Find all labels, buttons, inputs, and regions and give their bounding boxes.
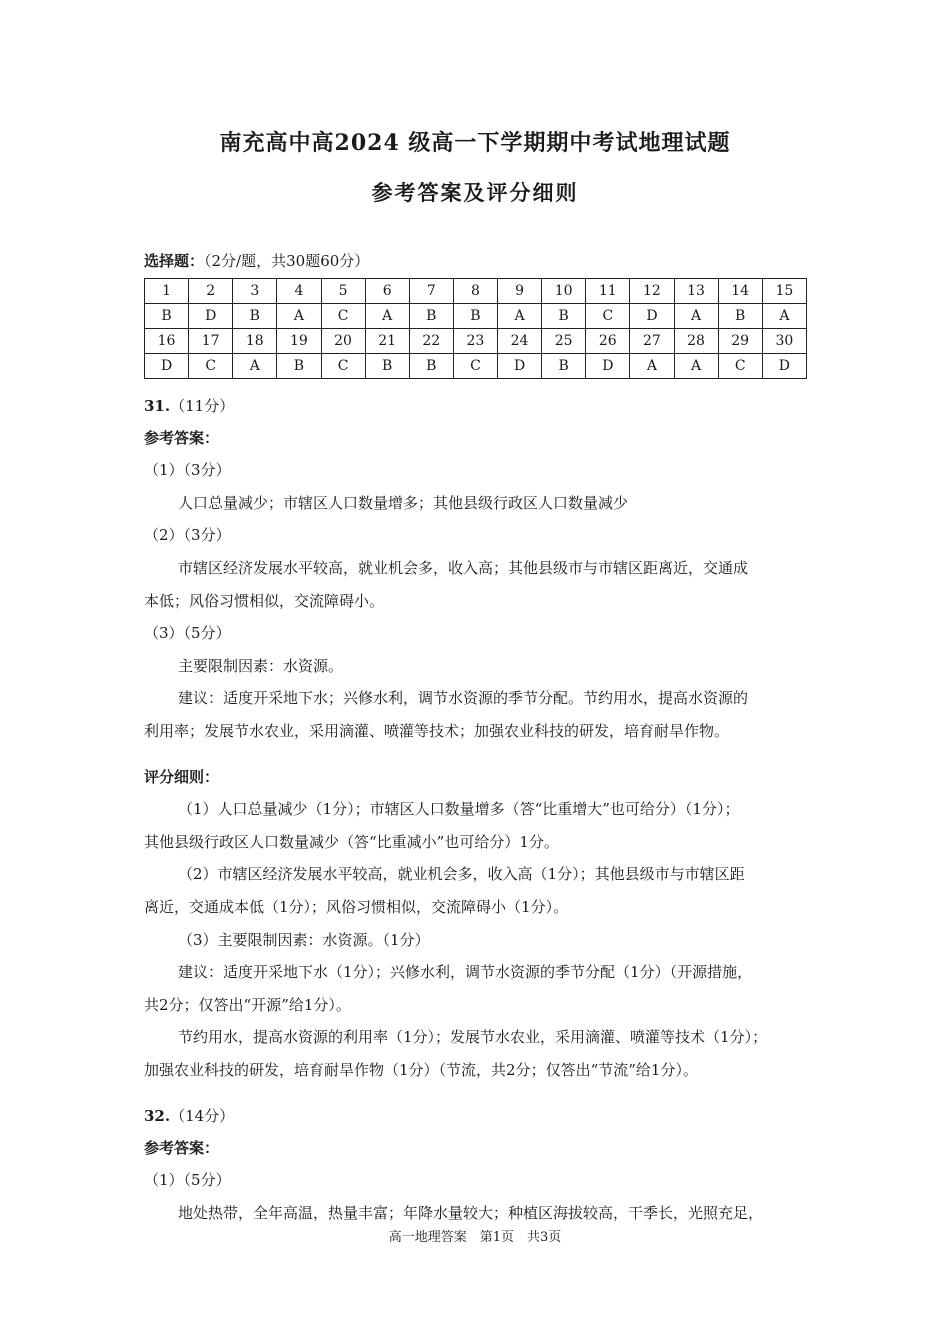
table-row bbox=[145, 354, 807, 379]
table-row bbox=[145, 279, 807, 304]
table-cell: 2 bbox=[189, 279, 233, 304]
q31-rule-3a: （3）主要限制因素：水资源。（1分） bbox=[178, 931, 430, 949]
table-cell: A bbox=[277, 304, 321, 329]
choice-label: 选择题： bbox=[144, 252, 205, 270]
q32-ref-label: 参考答案： bbox=[144, 1139, 220, 1157]
table-cell: D bbox=[586, 354, 630, 379]
table-cell: C bbox=[453, 354, 497, 379]
table-cell: B bbox=[145, 304, 189, 329]
table-cell: 19 bbox=[277, 329, 321, 354]
page-title: 南充高中高2024 级高一下学期期中考试地理试题 bbox=[219, 130, 731, 156]
q31-p2-head: （2）（3分） bbox=[144, 526, 231, 544]
table-cell: A bbox=[674, 304, 718, 329]
q31-score: （11分） bbox=[170, 397, 235, 415]
table-cell: D bbox=[189, 304, 233, 329]
table-cell: 1 bbox=[145, 279, 189, 304]
table-cell: D bbox=[498, 354, 542, 379]
table-cell: A bbox=[630, 354, 674, 379]
page-subtitle: 参考答案及评分细则 bbox=[371, 180, 579, 205]
table-cell: A bbox=[365, 304, 409, 329]
table-cell: 12 bbox=[630, 279, 674, 304]
table-cell: C bbox=[718, 354, 762, 379]
table-cell: B bbox=[409, 304, 453, 329]
table-cell: 14 bbox=[718, 279, 762, 304]
q31-p3-head: （3）（5分） bbox=[144, 624, 231, 642]
table-cell: 25 bbox=[542, 329, 586, 354]
table-cell: B bbox=[718, 304, 762, 329]
choice-note: （2分/题，共30题60分） bbox=[204, 252, 370, 270]
table-cell: 5 bbox=[321, 279, 365, 304]
q31-heading bbox=[144, 396, 234, 416]
table-cell: B bbox=[453, 304, 497, 329]
q31-rule-2a: （2）市辖区经济发展水平较高，就业机会多，收入高（1分）；其他县级市与市辖区距 bbox=[178, 865, 745, 883]
table-row bbox=[145, 329, 807, 354]
q32-p1-head: （1）（5分） bbox=[144, 1171, 231, 1189]
table-cell: C bbox=[321, 354, 365, 379]
q31-p2-text-1: 市辖区经济发展水平较高，就业机会多，收入高；其他县级市与市辖区距离近，交通成 bbox=[178, 559, 749, 577]
table-cell: 6 bbox=[365, 279, 409, 304]
table-cell: B bbox=[542, 354, 586, 379]
table-cell: C bbox=[189, 354, 233, 379]
table-cell: 21 bbox=[365, 329, 409, 354]
q31-p3-text-2: 建议：适度开采地下水；兴修水利，调节水资源的季节分配。节约用水，提高水资源的 bbox=[178, 689, 749, 707]
table-cell: B bbox=[277, 354, 321, 379]
table-cell: A bbox=[762, 304, 806, 329]
table-cell: 30 bbox=[762, 329, 806, 354]
q31-rule-3c: 共2分；仅答出“开源”给1分）。 bbox=[144, 996, 351, 1014]
q31-rule-3d: 节约用水，提高水资源的利用率（1分）；发展节水农业，采用滴灌、喷灌等技术（1分）； bbox=[178, 1028, 768, 1046]
table-cell: B bbox=[365, 354, 409, 379]
q31-p3-text-1: 主要限制因素：水资源。 bbox=[178, 657, 344, 675]
table-cell: B bbox=[409, 354, 453, 379]
table-cell: 3 bbox=[233, 279, 277, 304]
table-cell: 29 bbox=[718, 329, 762, 354]
table-cell: 23 bbox=[453, 329, 497, 354]
table-cell: A bbox=[233, 354, 277, 379]
page-footer: 高一地理答案 第1页 共3页 bbox=[388, 1230, 562, 1245]
table-cell: 16 bbox=[145, 329, 189, 354]
q31-rule-3e: 加强农业科技的研发，培育耐旱作物（1分）（节流，共2分；仅答出“节流”给1分）。 bbox=[144, 1061, 698, 1079]
table-cell: C bbox=[321, 304, 365, 329]
table-cell: B bbox=[542, 304, 586, 329]
table-cell: 9 bbox=[498, 279, 542, 304]
q31-p1-text: 人口总量减少；市辖区人口数量增多；其他县级行政区人口数量减少 bbox=[178, 494, 629, 512]
table-cell: A bbox=[498, 304, 542, 329]
table-cell: 24 bbox=[498, 329, 542, 354]
table-cell: 27 bbox=[630, 329, 674, 354]
table-cell: 13 bbox=[674, 279, 718, 304]
table-cell: A bbox=[674, 354, 718, 379]
table-cell: 18 bbox=[233, 329, 277, 354]
q32-number: 32. bbox=[144, 1107, 171, 1125]
q31-p1-head: （1）（3分） bbox=[144, 461, 231, 479]
table-cell: 28 bbox=[674, 329, 718, 354]
table-cell: D bbox=[630, 304, 674, 329]
q32-score: （14分） bbox=[170, 1107, 235, 1125]
q32-heading bbox=[144, 1106, 234, 1126]
q31-rules-label: 评分细则： bbox=[144, 768, 220, 786]
table-cell: B bbox=[233, 304, 277, 329]
table-cell: 7 bbox=[409, 279, 453, 304]
q31-p2-text-2: 本低；风俗习惯相似，交流障碍小。 bbox=[144, 592, 385, 610]
table-cell: 15 bbox=[762, 279, 806, 304]
table-cell: C bbox=[586, 304, 630, 329]
table-cell: 11 bbox=[586, 279, 630, 304]
choice-heading bbox=[144, 251, 369, 271]
answer-table bbox=[144, 278, 807, 379]
q31-rule-2b: 离近，交通成本低（1分）；风俗习惯相似，交流障碍小（1分）。 bbox=[144, 898, 569, 916]
table-cell: D bbox=[145, 354, 189, 379]
q31-rule-1b: 其他县级行政区人口数量减少（答“比重减小”也可给分）1分。 bbox=[144, 833, 559, 851]
table-cell: 10 bbox=[542, 279, 586, 304]
table-cell: 4 bbox=[277, 279, 321, 304]
q31-rule-3b: 建议：适度开采地下水（1分）；兴修水利，调节水资源的季节分配（1分）（开源措施， bbox=[178, 963, 753, 981]
table-cell: 17 bbox=[189, 329, 233, 354]
q31-ref-label: 参考答案： bbox=[144, 429, 220, 447]
table-cell: 8 bbox=[453, 279, 497, 304]
table-cell: 20 bbox=[321, 329, 365, 354]
q31-p3-text-3: 利用率；发展节水农业，采用滴灌、喷灌等技术；加强农业科技的研发，培育耐旱作物。 bbox=[144, 722, 730, 740]
table-cell: 26 bbox=[586, 329, 630, 354]
q32-p1-text: 地处热带，全年高温，热量丰富；年降水量较大；种植区海拔较高，干季长，光照充足， bbox=[178, 1204, 764, 1222]
table-cell: D bbox=[762, 354, 806, 379]
q31-number: 31. bbox=[144, 397, 171, 415]
q31-rule-1a: （1）人口总量减少（1分）；市辖区人口数量增多（答“比重增大”也可给分）（1分）； bbox=[178, 800, 740, 818]
table-row bbox=[145, 304, 807, 329]
table-cell: 22 bbox=[409, 329, 453, 354]
